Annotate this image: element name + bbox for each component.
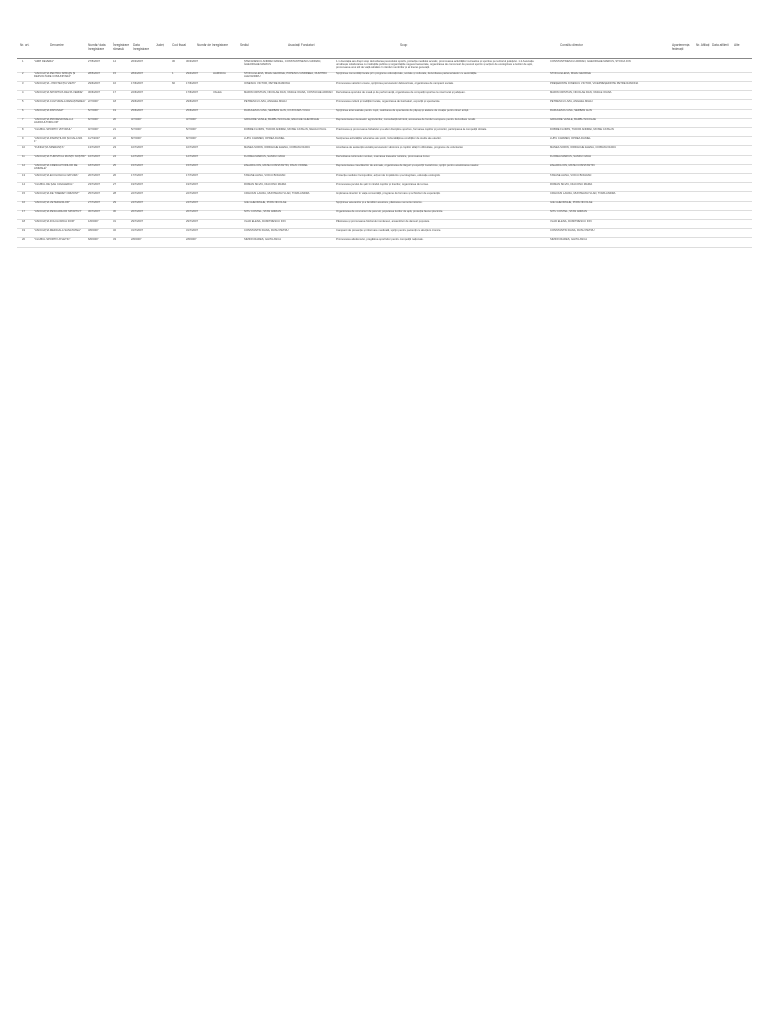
cell-c3: 21 xyxy=(113,127,116,131)
cell-scop: Promovarea valorilor umane, sprijinirea persoanelor defavorizate, organizarea de campanii sociale. xyxy=(336,81,454,85)
cell-nrr: 17/6/2007 xyxy=(186,90,198,94)
cell-c3: 33 xyxy=(113,237,116,241)
cell-name: "ASOCIAȚIA SPORTIVĂ DELTA VERDE" xyxy=(34,90,84,94)
cell-cons: VLAD ELENA, DUMITRESCU ION xyxy=(550,219,592,223)
cell-nrr: 29/4/2007 xyxy=(186,72,198,76)
cell-asoc: MANEA SORIN, IORDACHE ELENA, CIOBANU RADU xyxy=(244,145,311,149)
cell-scop: Promovarea atletismului, pregătirea sportivilor pentru competiții naționale. xyxy=(336,237,424,241)
cell-nrr: 2/8/2007 xyxy=(186,237,197,241)
cell-cons: MANEA SORIN, IORDACHE ELENA, CIOBANU RADU xyxy=(550,145,617,149)
cell-cons: TANASE ALINA, VOICU BOGDAN xyxy=(550,173,592,177)
cell-scop: Acordarea de asistență socială persoanelor vârstnice și copiilor aflați în dificultate, programe de voluntariat. xyxy=(336,145,464,149)
table-row xyxy=(0,109,768,118)
cell-date: 2/8/2007 xyxy=(131,237,142,241)
cell-name: "ASOCIAȚIA PENTRU SPRIJIN ȘI DEZVOLTARE COMUNITARĂ" xyxy=(34,72,76,79)
cell-nrr: 25/6/2007 xyxy=(186,109,198,113)
cell-nrr: 10/7/2007 xyxy=(186,145,198,149)
col-header-reg: Număr/ data înregistrare xyxy=(88,43,106,51)
cell-name: "ASOCIAȚIA TURISTICĂ MUNȚII NOȘTRI" xyxy=(34,155,86,159)
cell-name: "CLUBUL SPORTIV VIITORUL" xyxy=(34,127,72,131)
cell-reg: 27/7/2007 xyxy=(88,201,100,205)
cell-date: 17/7/2007 xyxy=(131,173,143,177)
cell-scop: Campanii de prevenție și informare medicală, sprijin pentru pacienții cu afecțiuni cronice. xyxy=(336,228,442,232)
table-row xyxy=(0,155,768,164)
col-header-afil: Nr. Afiliați xyxy=(696,43,710,47)
cell-date: 12/7/2007 xyxy=(131,155,143,159)
cell-date: 26/3/2007 xyxy=(131,60,143,63)
cell-name: "ASOCIAȚIA PAPUSAR" xyxy=(34,109,64,113)
cell-scop: Reprezentarea crescătorilor de animale, organizarea de târguri și expoziții zootehnice, sprijin pentru ameliorarea raselor. xyxy=(336,164,480,168)
col-header-asoc: Asociați/ Fondatori xyxy=(288,43,315,47)
cell-reg: 23/7/2007 xyxy=(88,182,100,186)
cell-name: "ASOCIAȚIA MEDICALĂ SĂNĂTATEA" xyxy=(34,228,81,232)
cell-asoc: ILIE GHEORGHE, POPA NICOLAE xyxy=(244,201,287,205)
cell-name: "ASOCIAȚIA PESCARILOR SPORTIVI" xyxy=(34,210,82,214)
cell-nrr: 29/7/2007 xyxy=(186,219,198,223)
cell-asoc: CRACIUN LAURA, MUNTEANU VLAD, TOMA ANDRA xyxy=(244,191,310,195)
cell-cons: ZAHARIA ION, MATEI CONSTANTIN xyxy=(550,164,595,168)
cell-nr: 20 xyxy=(22,237,25,241)
cell-name: "ARPI DEVERA" xyxy=(34,60,54,63)
cell-nrr: 5/7/2007 xyxy=(186,127,197,131)
row-divider xyxy=(17,247,752,248)
cell-asoc: GRIGORE VASILE, BARBU NICOLAE, ENACHE GHEORGHE xyxy=(244,118,320,122)
cell-cons: DOBRE FLORIN, TUDOR ANDREI, MOISE CATALIN xyxy=(550,127,614,131)
cell-reg: 18/7/2007 xyxy=(88,164,100,168)
cell-scop: Susținerea activităților educative ale școlii, îmbunătățirea condițiilor de studiu ale elevilor. xyxy=(336,136,442,140)
col-header-fed: Apartenența federații xyxy=(672,43,690,51)
table-row xyxy=(0,72,768,81)
col-header-date: Data înregistrare xyxy=(133,43,150,51)
cell-c3: 24 xyxy=(113,155,116,159)
cell-c3: 14 xyxy=(113,60,116,63)
col-header-cod: Cod fiscal xyxy=(172,43,186,47)
cell-asoc: RADULESCU ANA, SERBAN ALIN, COJOCARU IULIA xyxy=(244,109,310,113)
cell-reg: 30/7/2007 xyxy=(88,210,100,214)
cell-name: "ASOCIAȚIA PROFESIONALĂ A AGRICULTORILOR" xyxy=(34,118,74,125)
cell-name: "ASOCIAȚIA DE TINERET ORIZONT" xyxy=(34,191,80,195)
cell-reg: 2/7/2007 xyxy=(88,99,99,103)
cell-date: 15/7/2007 xyxy=(131,164,143,168)
cell-name: "ASOCIAȚIA FOLCLORICĂ DOR" xyxy=(34,219,75,223)
cell-cod: 60 xyxy=(172,81,175,85)
cell-scop: Practicarea și promovarea fotbalului și a altor discipline sportive, formarea copiilor și juniorilor, participarea la competiții oficiale. xyxy=(336,127,488,131)
cell-nrr: 8/7/2007 xyxy=(186,136,197,140)
cell-nrr: 15/7/2007 xyxy=(186,164,198,168)
cell-name: "CLUBUL DE ȘAH CAVALERUL" xyxy=(34,182,74,186)
cell-cons: MARIN CRISTIAN, NICOLAE DAN, VASILE IOANA xyxy=(550,90,612,94)
cell-nr: 10 xyxy=(22,145,25,149)
col-header-alte: Alte xyxy=(734,43,740,47)
table-row xyxy=(0,118,768,127)
header-divider xyxy=(17,58,752,59)
cell-asoc: SIMION RARES, GHITA ANCA xyxy=(244,237,281,241)
cell-c3: 23 xyxy=(113,145,116,149)
cell-asoc: DOBRE FLORIN, TUDOR ANDREI, MOISE CATALIN, NEAGU PAUL xyxy=(244,127,327,131)
cell-date: 31/7/2007 xyxy=(131,228,143,232)
cell-reg: 27/5/2007 xyxy=(88,60,100,63)
cell-reg: 9/7/2007 xyxy=(88,127,99,131)
cell-c3: 29 xyxy=(113,201,116,205)
cell-nr: 18 xyxy=(22,219,25,223)
col-header-dafil: Data afilierii xyxy=(712,43,729,47)
col-header-nr: Nr. crt. xyxy=(20,43,30,47)
cell-c3: 28 xyxy=(113,191,116,195)
cell-nr: 5 xyxy=(22,99,24,103)
cell-nr: 13 xyxy=(22,173,25,177)
cell-scop: Sprijinirea comunității locale prin programe educaționale, sociale și culturale, dezvoltarea parteneriatelor cu autoritățile. xyxy=(336,72,478,76)
cell-reg: 3/8/2007 xyxy=(88,228,99,232)
cell-c3: 32 xyxy=(113,228,116,232)
cell-nr: 16 xyxy=(22,201,25,205)
cell-reg: 20/7/2007 xyxy=(88,173,100,177)
cell-date: 29/7/2007 xyxy=(131,219,143,223)
col-header-nrr: Număr de înregistrare xyxy=(197,43,229,47)
cell-nr: 2 xyxy=(22,72,24,76)
cell-reg: 1/8/2007 xyxy=(88,219,99,223)
cell-nrr: 30/3/2007 xyxy=(186,60,198,63)
cell-cons: LUPU CARMEN, OPREA DANIEL xyxy=(550,136,591,140)
cell-name: "CLUBUL SPORTIV ATLETIC" xyxy=(34,237,71,241)
cell-nrr: 12/7/2007 xyxy=(186,155,198,159)
cell-cons: GRIGORE VASILE, BARBU NICOLAE xyxy=(550,118,596,122)
cell-nrr: 17/6/2007 xyxy=(186,81,198,85)
cell-scop: Păstrarea și promovarea folclorului românesc, ansambluri de dansuri populare. xyxy=(336,219,430,223)
table-row xyxy=(0,238,768,247)
col-header-scop: Scop xyxy=(400,43,408,47)
cell-date: 25/6/2007 xyxy=(131,109,143,113)
cell-nr: 7 xyxy=(22,118,24,122)
cell-asoc: CONSTANTIN DANA, RUSU PETRU xyxy=(244,228,289,232)
cell-name: "ASOCIAȚIA VETERANILOR" xyxy=(34,201,70,205)
table-row xyxy=(0,60,768,72)
cell-nr: 14 xyxy=(22,182,25,186)
cell-nrr: 24/7/2007 xyxy=(186,201,198,205)
cell-nr: 1 xyxy=(22,60,24,63)
col-header-c3: Înregistrare rămasă xyxy=(113,43,130,51)
cell-asoc: ROMAN SILVIU, DIACONU MARIA xyxy=(244,182,287,186)
cell-asoc: PETRESCU LIVIA, ANGHEL MIHAI xyxy=(244,99,287,103)
cell-nr: 3 xyxy=(22,81,24,85)
cell-asoc: ZAHARIA ION, MATEI CONSTANTIN, PAUN VIOREL xyxy=(244,164,308,168)
cell-c3: 15 xyxy=(113,72,116,76)
cell-cons: ROMAN SILVIU, DIACONU MARIA xyxy=(550,182,593,186)
cell-date: 28/4/2007 xyxy=(131,72,143,76)
cell-date: 19/7/2007 xyxy=(131,182,143,186)
table-row xyxy=(0,137,768,146)
table-row xyxy=(0,210,768,219)
table-row xyxy=(0,174,768,183)
cell-reg: 29/6/2007 xyxy=(88,81,100,85)
cell-nrr: 3/7/2007 xyxy=(186,118,197,122)
cell-name: "FUNDAȚIA SPERANȚA" xyxy=(34,145,65,149)
cell-scop: 1.1 Asociația are drept scop dezvoltarea pescuitului sportiv, protecția mediului acvatic, promovarea activităților recreative și sportive pe teritoriul județului. 1.2 Asociația urmărește colaborarea cu instituțiile publice și organizațiile neguvernamentale, organizarea de concursuri de pescuit sportiv și acțiuni de ecologizare a luciilor de apă, promovarea unui stil de viață sănătos în rândul membrilor și al tinerei generații. xyxy=(336,60,534,70)
cell-nr: 17 xyxy=(22,210,25,214)
cell-asoc: LUPU CARMEN, OPREA DANIEL xyxy=(244,136,285,140)
table-row xyxy=(0,100,768,109)
cell-c3: 27 xyxy=(113,182,116,186)
cell-scop: Dezvoltarea turismului montan, marcarea traseelor turistice, promovarea zonei. xyxy=(336,155,431,159)
cell-cod: 1 xyxy=(172,72,174,76)
table-row xyxy=(0,146,768,155)
cell-c3: 16 xyxy=(113,81,116,85)
table-row xyxy=(0,201,768,210)
cell-scop: Organizarea de concursuri de pescuit, popularea luciilor de apă, protecția faunei piscicole. xyxy=(336,210,444,214)
cell-asoc: VLAD ELENA, DUMITRESCU ION xyxy=(244,219,286,223)
cell-sediu: HĂRNICIA xyxy=(213,72,226,76)
cell-name: "ASOCIAȚIA PĂRINȚILOR ȘCOALA NR. 1" xyxy=(34,136,83,143)
cell-cons: FLOREA MARIUS, SANDU OANA xyxy=(550,155,592,159)
cell-name: "ASOCIAȚIA - PROTECȚIA VIETII" xyxy=(34,81,76,85)
cell-reg: 28/5/2007 xyxy=(88,72,100,76)
cell-nrr: 19/7/2007 xyxy=(186,182,198,186)
cell-date: 26/7/2007 xyxy=(131,210,143,214)
cell-c3: 20 xyxy=(113,118,116,122)
cell-nr: 15 xyxy=(22,191,25,195)
cell-c3: 17 xyxy=(113,90,116,94)
cell-reg: 16/7/2007 xyxy=(88,155,100,159)
cell-reg: 25/7/2007 xyxy=(88,191,100,195)
cell-date: 17/6/2007 xyxy=(131,81,143,85)
cell-scop: Dezvoltarea sportului de masă și de performanță, organizarea de competiții sportive la nivel local și județean. xyxy=(336,90,466,94)
cell-date: 22/6/2007 xyxy=(131,90,143,94)
col-header-name: Denumire xyxy=(50,43,64,47)
cell-cons: NITU COSTEL, STAN ADRIAN xyxy=(550,210,587,214)
cell-reg: 30/6/2007 xyxy=(88,90,100,94)
cell-scop: Protecția mediului înconjurător, acțiuni de împădurire și ecologizare, educație ecologică. xyxy=(336,173,441,177)
cell-c3: 31 xyxy=(113,219,116,223)
cell-name: "ASOCIAȚIA ECOLOGICĂ NATURA" xyxy=(34,173,79,177)
cell-c3: 18 xyxy=(113,99,116,103)
cell-reg: 6/8/2007 xyxy=(88,237,99,241)
cell-scop: Reprezentarea intereselor agricultorilor, consultanță tehnică, accesarea de fonduri europene pentru dezvoltare rurală. xyxy=(336,118,476,122)
cell-reg: 13/7/2007 xyxy=(88,145,100,149)
cell-asoc: NITU COSTEL, STAN ADRIAN xyxy=(244,210,281,214)
cell-sediu xyxy=(213,60,243,72)
cell-nr: 11 xyxy=(22,155,25,159)
table-row xyxy=(0,229,768,238)
cell-cons: PETRESCU LIVIA, ANGHEL MIHAI xyxy=(550,99,593,103)
cell-scop: Implicarea tinerilor în viața comunității, programe de formare și schimburi de experiență. xyxy=(336,191,441,195)
table-row xyxy=(0,183,768,192)
cell-c3: 22 xyxy=(113,136,116,140)
cell-cons: CRACIUN LAURA, MUNTEANU VLAD, TOMA ANDRA xyxy=(550,191,616,195)
cell-asoc: MARIN CRISTIAN, NICOLAE DAN, VASILE IOANA, COSTACHE ADRIAN xyxy=(244,90,333,94)
cell-name: "ASOCIAȚIA CRESCĂTORILOR DE ANIMALE" xyxy=(34,164,78,171)
col-header-sediu: Sediul xyxy=(240,43,249,47)
cell-nrr: 26/7/2007 xyxy=(186,210,198,214)
cell-c3: 26 xyxy=(113,173,116,177)
cell-sediu: VÂLEA xyxy=(213,90,222,94)
cell-scop: Promovarea jocului de șah în rândul copiilor și tinerilor, organizarea de turnee. xyxy=(336,182,429,186)
cell-scop: Promovarea culturii și tradițiilor locale, organizarea de festivaluri, expoziții și spectacole. xyxy=(336,99,441,103)
table-row xyxy=(0,192,768,201)
cell-date: 8/7/2007 xyxy=(131,136,142,140)
cell-asoc: STOICA ELENA, MIHAI GEORGE, POPESCU ANDREEA, DUMITRU ALEXANDRU xyxy=(244,72,327,79)
cell-c3: 19 xyxy=(113,109,116,113)
cell-c3: 25 xyxy=(113,164,116,168)
col-header-cons: Consiliu director xyxy=(560,43,583,47)
cell-date: 24/7/2007 xyxy=(131,201,143,205)
cell-nr: 4 xyxy=(22,90,24,94)
table-row xyxy=(0,220,768,229)
cell-reg: 5/7/2007 xyxy=(88,109,99,113)
cell-scop: Sprijinirea veteranilor și a familiilor acestora, păstrarea memoriei istorice. xyxy=(336,201,423,205)
cell-nr: 6 xyxy=(22,109,24,113)
cell-scop: Sprijinirea artei teatrale pentru copii, realizarea de spectacole de păpuși și ateliere de creație pentru tineri artiști. xyxy=(336,109,469,113)
cell-date: 22/7/2007 xyxy=(131,191,143,195)
cell-date: 10/7/2007 xyxy=(131,145,143,149)
cell-cons: ILIE GHEORGHE, POPA NICOLAE xyxy=(550,201,593,205)
col-header-jud: Județ xyxy=(156,43,164,47)
table-row xyxy=(0,91,768,100)
table-row xyxy=(0,128,768,137)
cell-c3: 30 xyxy=(113,210,116,214)
cell-nr: 8 xyxy=(22,127,24,131)
cell-cod: 30 xyxy=(172,60,175,63)
cell-reg: 6/7/2007 xyxy=(88,118,99,122)
cell-nrr: 22/7/2007 xyxy=(186,191,198,195)
cell-cons: PREȘEDINTE IONESCU VICTOR, VICEPREȘEDINTE PETRE RAMONA xyxy=(550,81,639,85)
cell-cons: CONSTANTIN DANA, RUSU PETRU xyxy=(550,228,595,232)
cell-nrr: 17/7/2007 xyxy=(186,173,198,177)
cell-nr: 19 xyxy=(22,228,25,232)
cell-date: 29/6/2007 xyxy=(131,99,143,103)
cell-asoc: IONESCU VICTOR, PETRE RAMONA xyxy=(244,81,291,85)
cell-nrr: 31/7/2007 xyxy=(186,228,198,232)
cell-nr: 12 xyxy=(22,164,25,168)
table-row xyxy=(0,82,768,91)
cell-cons: CONSTANTINESCU ADRIAN, GHEORGHE MARIUS, STOICA ION xyxy=(550,60,631,63)
cell-asoc: FLOREA MARIUS, SANDU OANA xyxy=(244,155,286,159)
table-row xyxy=(0,164,768,173)
cell-cons: RADULESCU ANA, SERBAN ALIN xyxy=(550,109,592,113)
cell-cons: SIMION RARES, GHITA ANCA xyxy=(550,237,587,241)
cell-nr: 9 xyxy=(22,136,24,140)
cell-reg: 11/7/2007 xyxy=(88,136,100,140)
cell-asoc: ȘTEFĂNESCU ANDREI DANIEL, CONSTANTINESCU ADRIAN, GHEORGHE MARIUS xyxy=(244,60,322,67)
cell-cons: STOICA ELENA, MIHAI GEORGE xyxy=(550,72,591,76)
cell-nrr: 29/6/2007 xyxy=(186,99,198,103)
cell-name: "ASOCIAȚIA CULTURALĂ RENAȘTEREA" xyxy=(34,99,86,103)
cell-date: 3/7/2007 xyxy=(131,118,142,122)
cell-asoc: TANASE ALINA, VOICU BOGDAN xyxy=(244,173,286,177)
cell-date: 5/7/2007 xyxy=(131,127,142,131)
